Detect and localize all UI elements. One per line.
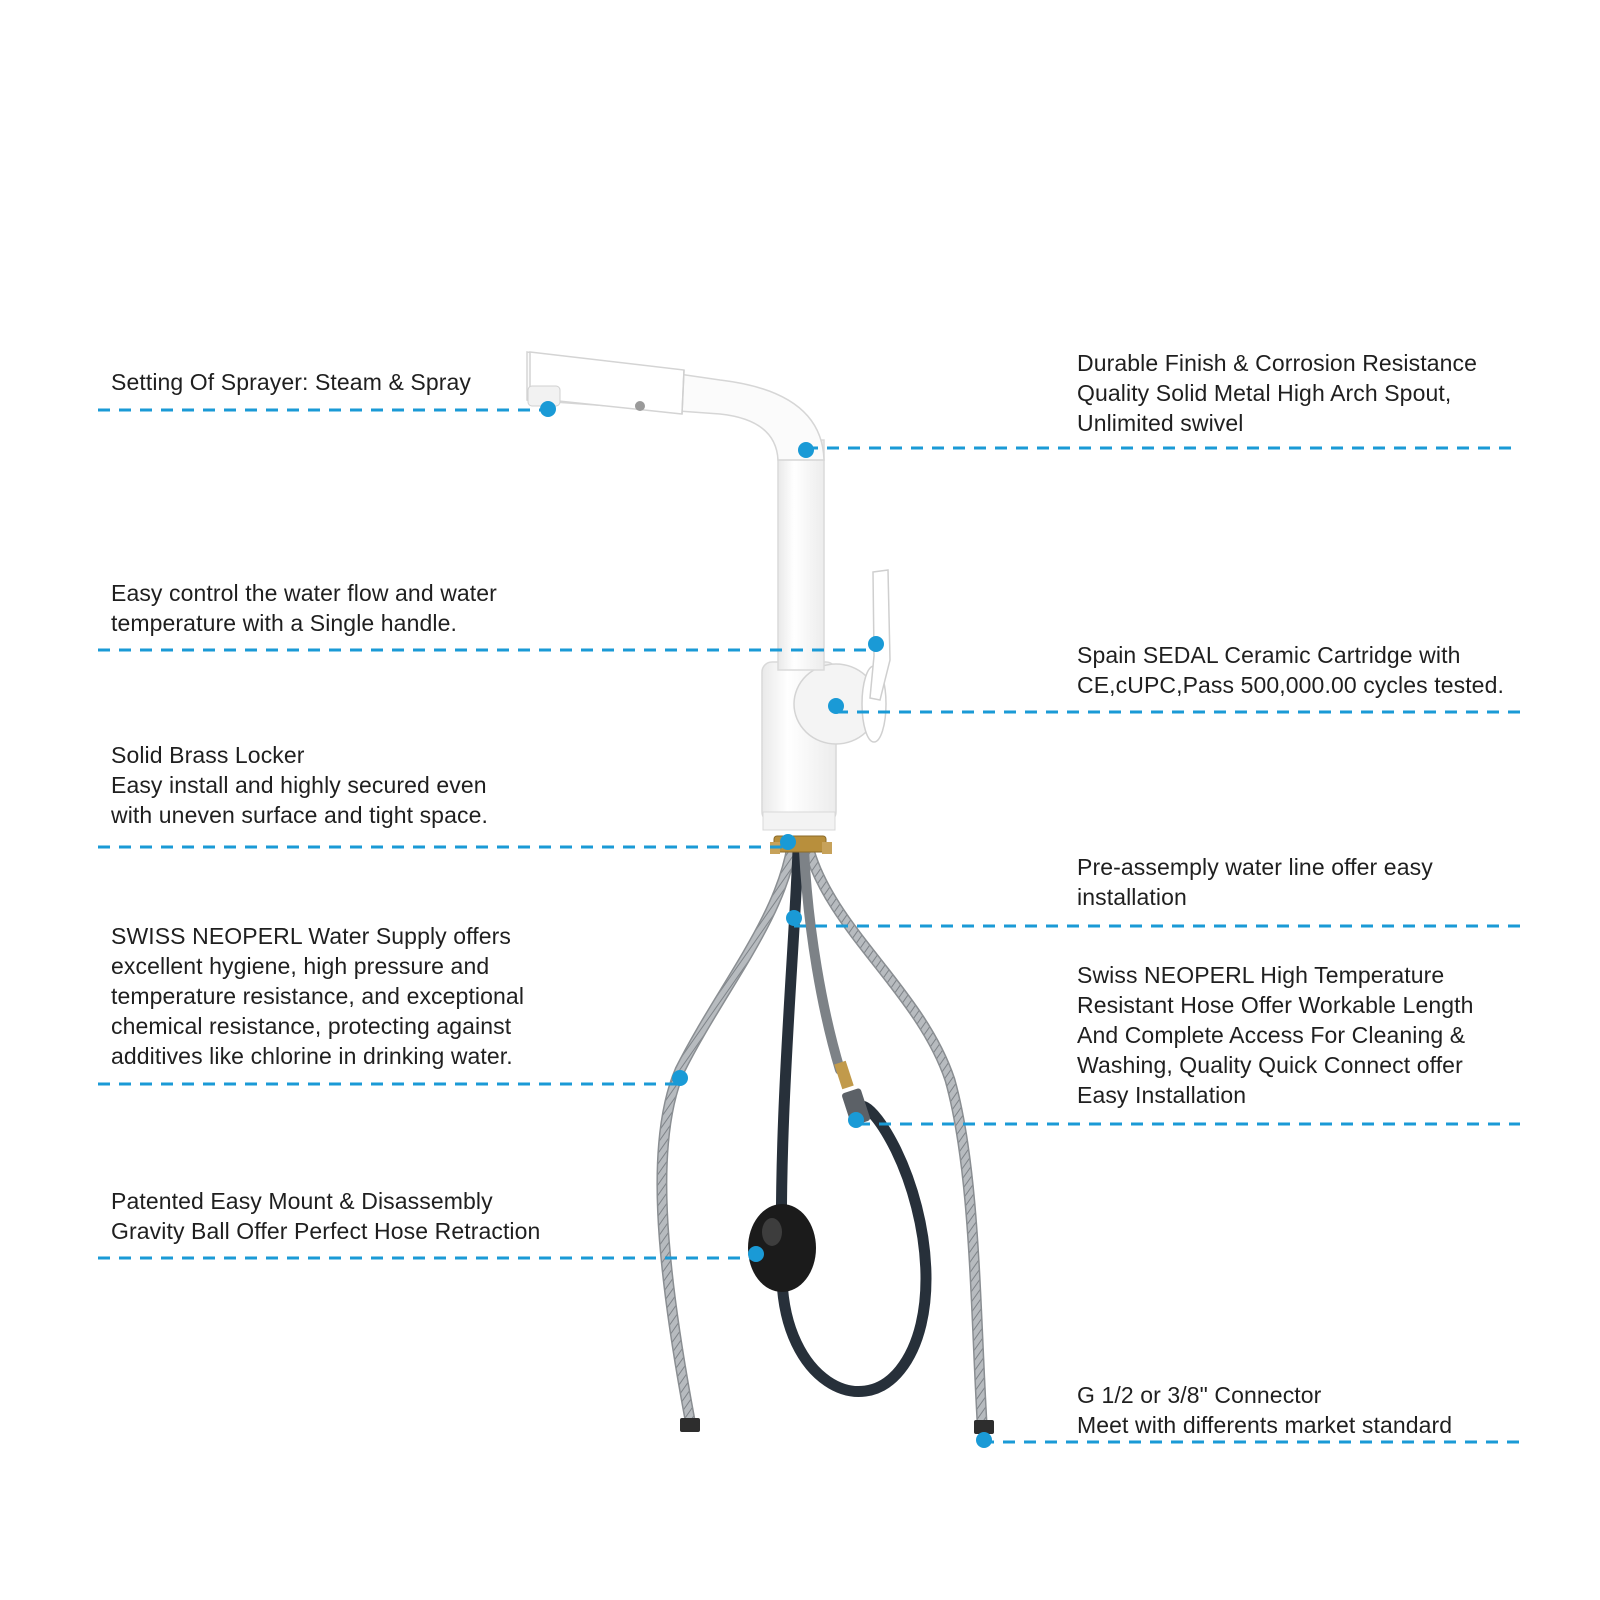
label-supply <box>111 921 524 1071</box>
label-locker <box>111 740 488 830</box>
label-line: Washing, Quality Quick Connect offer <box>1077 1052 1463 1078</box>
label-line: Resistant Hose Offer Workable Length <box>1077 992 1474 1018</box>
label-gravity <box>111 1186 540 1246</box>
label-cartridge <box>1077 640 1504 700</box>
dot-sprayer <box>540 401 556 417</box>
label-line: excellent hygiene, high pressure and <box>111 953 490 979</box>
dot-connector <box>976 1432 992 1448</box>
label-line: Easy Installation <box>1077 1082 1247 1108</box>
label-hose <box>1077 960 1474 1110</box>
dot-finish <box>798 442 814 458</box>
label-line: installation <box>1077 884 1187 910</box>
label-line: Spain SEDAL Ceramic Cartridge with <box>1077 642 1461 668</box>
label-line: Quality Solid Metal High Arch Spout, <box>1077 380 1452 406</box>
label-waterline <box>1077 852 1433 912</box>
dot-cartridge <box>828 698 844 714</box>
faucet-body <box>527 352 890 830</box>
label-line: temperature with a Single handle. <box>111 610 457 636</box>
label-line: Meet with differents market standard <box>1077 1412 1453 1438</box>
label-line: temperature resistance, and exceptional <box>111 983 525 1009</box>
label-line: G 1/2 or 3/8" Connector <box>1077 1382 1322 1408</box>
label-line: Setting Of Sprayer: Steam & Spray <box>111 369 471 395</box>
dot-supply <box>672 1070 688 1086</box>
dot-hose <box>848 1112 864 1128</box>
label-line: with uneven surface and tight space. <box>111 802 488 828</box>
label-line: Easy install and highly secured even <box>111 772 487 798</box>
label-sprayer <box>111 367 471 397</box>
dot-handle <box>868 636 884 652</box>
label-line: SWISS NEOPERL Water Supply offers <box>111 923 511 949</box>
label-line: Solid Brass Locker <box>111 742 305 768</box>
label-connector <box>1077 1380 1452 1440</box>
label-finish <box>1077 348 1477 438</box>
label-line: additives like chlorine in drinking water. <box>111 1043 513 1069</box>
label-handle <box>111 578 497 638</box>
label-line: Gravity Ball Offer Perfect Hose Retraction <box>111 1218 541 1244</box>
dot-gravity <box>748 1246 764 1262</box>
label-line: Pre-assemply water line offer easy <box>1077 854 1433 880</box>
label-line: Patented Easy Mount & Disassembly <box>111 1188 493 1214</box>
dot-waterline <box>786 910 802 926</box>
label-line: CE,cUPC,Pass 500,000.00 cycles tested. <box>1077 672 1504 698</box>
label-line: Unlimited swivel <box>1077 410 1244 436</box>
label-line: Swiss NEOPERL High Temperature <box>1077 962 1445 988</box>
dot-locker <box>780 834 796 850</box>
label-line: Durable Finish & Corrosion Resistance <box>1077 350 1477 376</box>
label-line: chemical resistance, protecting against <box>111 1013 512 1039</box>
label-line: And Complete Access For Cleaning & <box>1077 1022 1466 1048</box>
label-line: Easy control the water flow and water <box>111 580 497 606</box>
